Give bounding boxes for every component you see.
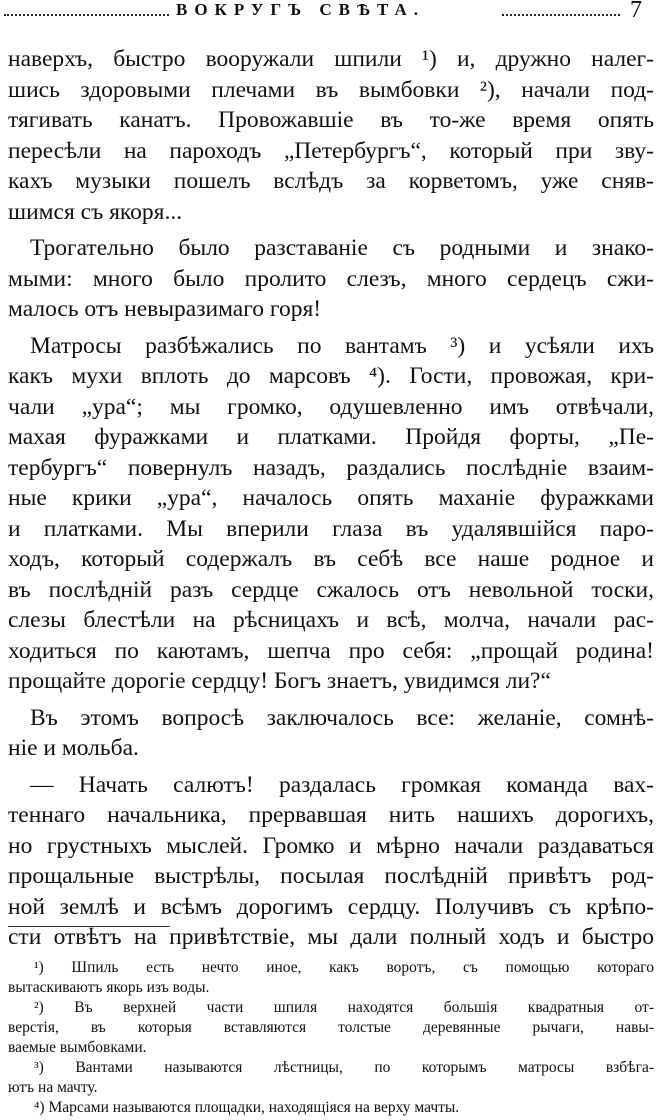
text-line: теннаго начальника, прервавшая нить нашихъ дорогихъ,	[8, 802, 654, 828]
footnote-separator	[8, 926, 170, 927]
paragraph	[8, 44, 654, 227]
text-line: ходъ, который содержалъ въ себѣ все наше родное и	[8, 546, 654, 572]
text-line: прощайте дорогіе сердцу! Богъ знаетъ, увидимся ли?“	[8, 668, 551, 694]
footnote-line: ваемые вымбовками.	[8, 1039, 147, 1056]
footnote	[8, 958, 654, 998]
text-line: ходиться по каютамъ, шепча про себя: „прощай родина!	[8, 637, 654, 664]
footnote-line: ²) Въ верхней части шпиля находятся большія квадратныя от-	[34, 999, 654, 1016]
footnote-line: ¹) Шпиль есть нечто иное, какъ воротъ, съ помощью котораго	[34, 959, 654, 976]
paragraph	[8, 233, 654, 325]
text-line: пересѣли на пароходъ „Петербургъ“, который при зву-	[8, 137, 654, 164]
footnote-line: ютъ на мачту.	[8, 1079, 98, 1096]
text-line: ніе и мольба.	[8, 735, 139, 761]
footnote	[8, 998, 654, 1058]
text-line: Въ этомъ вопросѣ заключалось все: желаніе, сомнѣ-	[30, 704, 654, 731]
footnote-line: верстія, въ которыя вставляются толстые деревянные рычаги, навы-	[8, 1019, 654, 1036]
body-text	[8, 44, 654, 953]
running-title: ВОКРУГЪ СВѢТА.	[176, 0, 426, 19]
text-line: шись здоровыми плечами въ вымбовки ²), начали под-	[8, 76, 654, 103]
text-line: прощальные выстрѣлы, посылая послѣдній привѣтъ род-	[8, 863, 654, 889]
text-line: слезы блестѣли на рѣсницахъ и всѣ, молча, начали рас-	[8, 607, 654, 633]
text-line: шимся съ якоря...	[8, 198, 183, 225]
header-ornament-right	[502, 14, 620, 16]
footnote-line: вытаскиваютъ якорь изъ воды.	[8, 979, 210, 996]
header-ornament-left	[4, 14, 169, 16]
text-line: и платками. Мы вперили глаза въ удалявшійся паро-	[8, 515, 654, 542]
text-line: но грустныхъ мыслей. Громко и мѣрно начали раздаваться	[8, 832, 654, 859]
text-line: какъ мухи вплоть до марсовъ ⁴). Гости, провожая, кри-	[8, 363, 654, 389]
text-line: ные крики „ура“, началось опять маханіе фуражками	[8, 485, 654, 511]
text-line: махая фуражками и платками. Пройдя форты, „Пе-	[8, 424, 654, 450]
footnote-line: ³) Вантами называются лѣстницы, по которымъ матросы взбѣга-	[34, 1059, 654, 1076]
footnotes	[8, 958, 654, 1118]
paragraph	[8, 331, 654, 697]
page-header	[0, 0, 656, 24]
text-line: въ послѣдній разъ сердце сжалось отъ невольной тоски,	[8, 576, 654, 603]
text-line: ной землѣ и всѣмъ дорогимъ сердцу. Получивъ съ крѣпо-	[8, 893, 654, 920]
text-line: сти отвѣтъ на привѣтствіе, мы дали полный ходъ и быстро	[8, 924, 654, 950]
text-line: чали „ура“; мы громко, одушевленно имъ отвѣчали,	[8, 393, 654, 420]
footnote	[8, 1098, 654, 1118]
text-line: Трогательно было разставаніе съ родными и знако-	[30, 235, 654, 261]
page-number: 7	[630, 0, 642, 23]
paragraph	[8, 703, 654, 764]
footnote-line: ⁴) Марсами называются площадки, находящіяся на верху мачты.	[34, 1099, 460, 1116]
text-line: Матросы разбѣжались по вантамъ ³) и усѣяли ихъ	[30, 332, 654, 359]
text-line: малось отъ невыразимаго горя!	[8, 296, 322, 322]
footnote	[8, 1058, 654, 1098]
text-line: наверхъ, быстро вооружали шпили ¹) и, дружно налег-	[8, 46, 654, 72]
text-line: мыми: много было пролито слезъ, много сердецъ сжи-	[8, 265, 654, 292]
text-line: кахъ музыки пошелъ вслѣдъ за корветомъ, уже сняв-	[8, 168, 654, 194]
text-line: тягивать канатъ. Провожавшіе въ то-же время опять	[8, 107, 654, 133]
text-line: — Начать салютъ! раздалась громкая команда вах-	[30, 771, 654, 798]
text-line: тербургъ“ повернулъ назадъ, раздались послѣдніе взаим-	[8, 454, 654, 481]
